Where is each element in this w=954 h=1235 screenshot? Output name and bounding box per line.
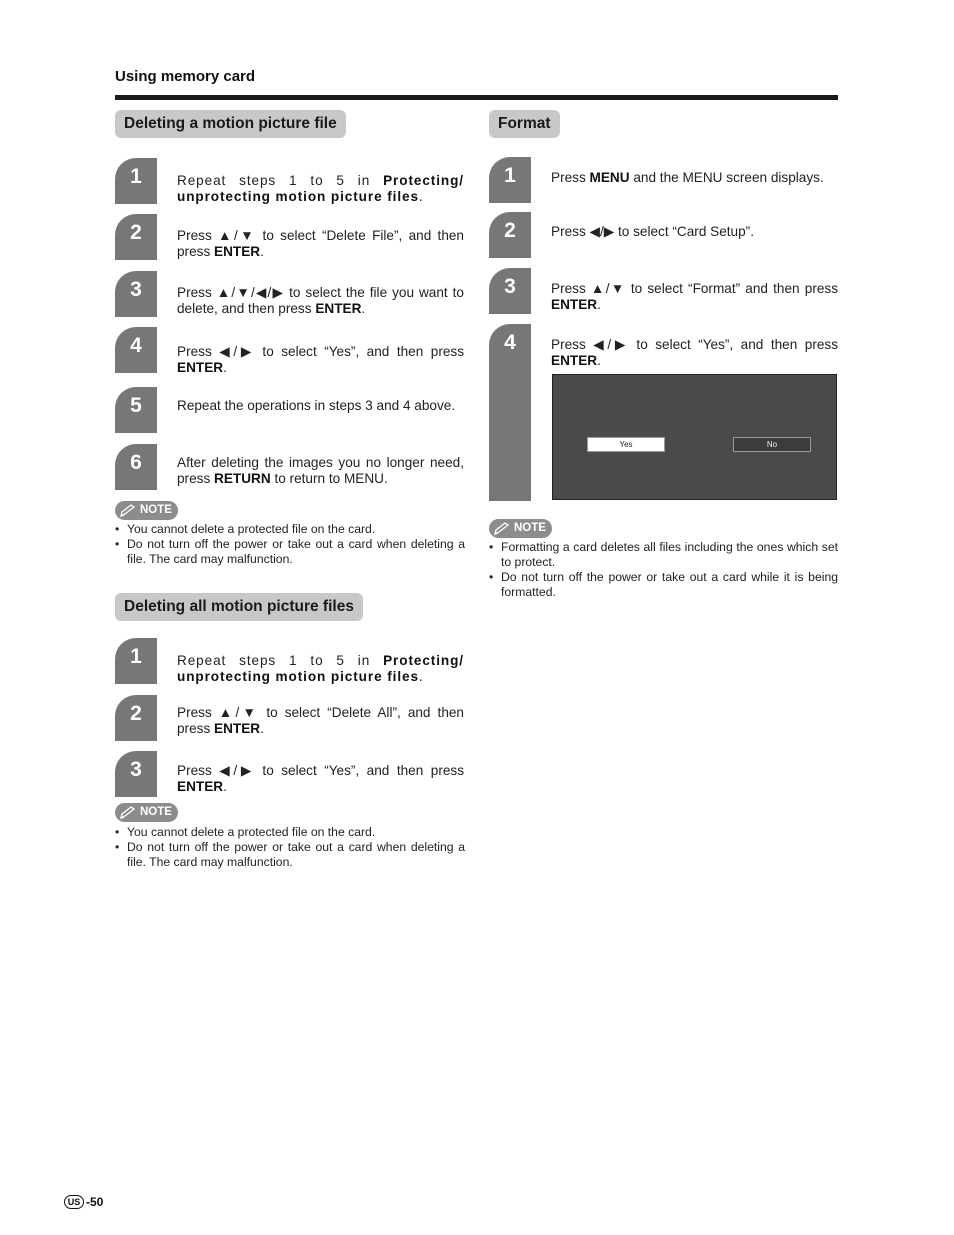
format-step-2-text: Press ◀/▶ to select “Card Setup”. — [551, 224, 754, 239]
format-confirm-screen — [552, 374, 837, 500]
format-step-4-number: 4 — [489, 324, 531, 501]
delete-all-note-badge — [115, 803, 178, 822]
delete-one-step-6-number: 6 — [115, 444, 157, 490]
delete-one-step-2-number: 2 — [115, 214, 157, 260]
format-step-3-text: Press ▲/▼ to select “Format” and then press ENTER. — [551, 281, 838, 312]
page-section-title: Using memory card — [115, 68, 256, 85]
page-number: -50 — [86, 1195, 104, 1209]
format-step-1-number: 1 — [489, 157, 531, 203]
no-button[interactable]: No — [733, 437, 811, 452]
delete-one-step-4-number: 4 — [115, 327, 157, 373]
note-item: • Do not turn off the power or take out a card when deleting a file. The card may malfunction. — [115, 537, 465, 567]
delete-one-notes — [115, 522, 465, 567]
format-step-2-number: 2 — [489, 212, 531, 258]
page-footer — [64, 1195, 103, 1209]
delete-one-step-5-number: 5 — [115, 387, 157, 433]
delete-all-notes — [115, 825, 465, 870]
delete-one-step-1-number: 1 — [115, 158, 157, 204]
note-label: NOTE — [140, 806, 172, 818]
format-heading: Format — [489, 110, 560, 138]
delete-all-step-2-text: Press ▲/▼ to select “Delete All”, and then press ENTER. — [177, 705, 464, 736]
format-step-4-text: Press ◀/▶ to select “Yes”, and then press ENTER. — [551, 337, 838, 368]
delete-one-step-2-text: Press ▲/▼ to select “Delete File”, and then press ENTER. — [177, 228, 464, 259]
yes-button[interactable]: Yes — [587, 437, 665, 452]
delete-all-step-2-number: 2 — [115, 695, 157, 741]
delete-all-step-1-text: Repeat steps 1 to 5 in Protecting/ unprotecting motion picture files. — [177, 653, 464, 684]
pencil-icon — [119, 806, 137, 820]
delete-one-step-3-text: Press ▲/▼/◀/▶ to select the file you want to delete, and then press ENTER. — [177, 285, 464, 316]
note-item: • Do not turn off the power or take out a card while it is being formatted. — [489, 570, 838, 600]
delete-one-step-5-text: Repeat the operations in steps 3 and 4 above. — [177, 398, 456, 413]
delete-one-step-6-text: After deleting the images you no longer need, press RETURN to return to MENU. — [177, 455, 464, 486]
delete-one-step-4-text: Press ◀/▶ to select “Yes”, and then press ENTER. — [177, 344, 464, 375]
delete-all-step-1-number: 1 — [115, 638, 157, 684]
note-item: • You cannot delete a protected file on the card. — [115, 522, 465, 537]
format-step-1-text: Press MENU and the MENU screen displays. — [551, 170, 824, 185]
delete-one-heading: Deleting a motion picture file — [115, 110, 346, 138]
note-label: NOTE — [514, 522, 546, 534]
note-item: • Do not turn off the power or take out a card when deleting a file. The card may malfunction. — [115, 840, 465, 870]
delete-one-step-1-text: Repeat steps 1 to 5 in Protecting/ unprotecting motion picture files. — [177, 173, 464, 204]
format-step-3-number: 3 — [489, 268, 531, 314]
region-badge: US — [64, 1195, 84, 1209]
format-note-badge — [489, 519, 552, 538]
note-label: NOTE — [140, 504, 172, 516]
note-item: • You cannot delete a protected file on the card. — [115, 825, 465, 840]
delete-all-step-3-text: Press ◀/▶ to select “Yes”, and then press ENTER. — [177, 763, 464, 794]
delete-one-step-3-number: 3 — [115, 271, 157, 317]
header-rule — [115, 95, 838, 100]
pencil-icon — [493, 522, 511, 536]
format-notes — [489, 540, 838, 600]
delete-all-step-3-number: 3 — [115, 751, 157, 797]
delete-all-heading: Deleting all motion picture files — [115, 593, 363, 621]
note-item: • Formatting a card deletes all files including the ones which set to protect. — [489, 540, 838, 570]
pencil-icon — [119, 504, 137, 518]
delete-one-note-badge — [115, 501, 178, 520]
